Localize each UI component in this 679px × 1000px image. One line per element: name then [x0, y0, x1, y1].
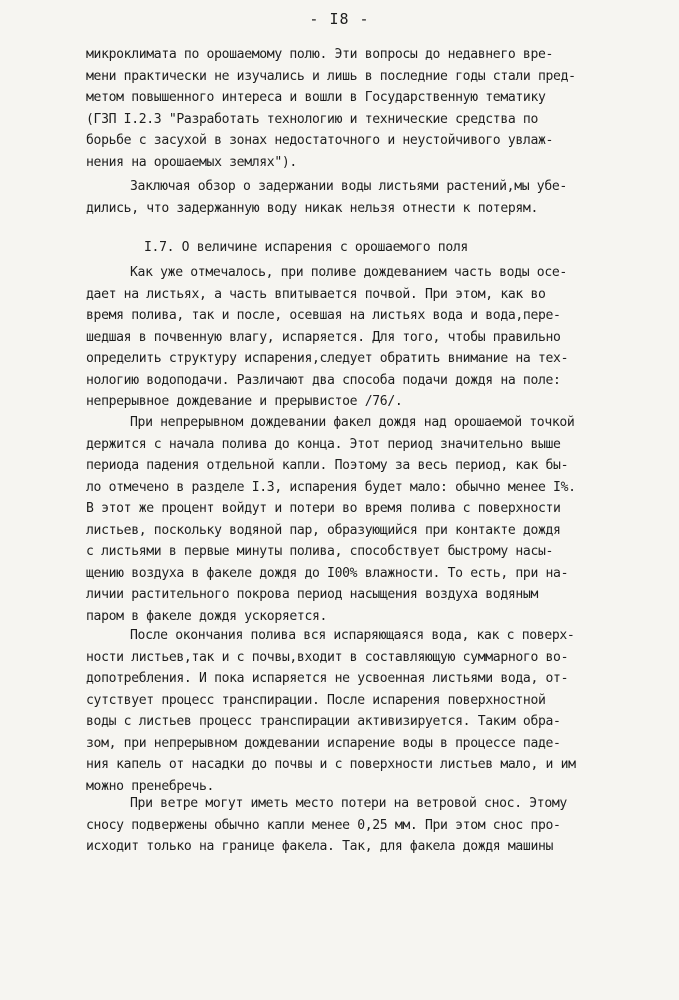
text-line: допотребления. И пока испаряется не усвоенная листьями вода, от-: [86, 671, 569, 686]
section-heading-text: I.7. О величине испарения с орошаемого поля: [144, 240, 468, 255]
paragraph-microclimate: [86, 44, 616, 173]
paragraph-after-irrigation: [86, 625, 616, 797]
text-line: Заключая обзор о задержании воды листьями растений,мы убе-: [130, 179, 567, 194]
text-line: ло отмечено в разделе I.3, испарения будет мало: обычно менее I%.: [86, 479, 576, 495]
text-line: нологию водоподачи. Различают два способа подачи дождя на поле:: [86, 372, 561, 388]
text-line: время полива, так и после, осевшая на листьях вода и вода,пере-: [86, 308, 561, 323]
text-line: исходит только на границе факела. Так, для факела дождя машины: [86, 839, 554, 854]
text-line: При непрерывном дождевании факел дождя над орошаемой точкой: [130, 415, 575, 430]
text-line: ния капель от насадки до почвы и с поверхности листьев мало, и им: [86, 757, 576, 772]
text-line: дились, что задержанную воду никак нельзя отнести к потерям.: [86, 200, 538, 216]
paragraph-sprinkling: [86, 262, 616, 413]
text-line: можно пренебречь.: [86, 778, 215, 794]
paragraph-conclusion: [86, 176, 616, 219]
paragraph-wind-drift: [86, 793, 616, 858]
text-line: В этот же процент войдут и потери во время полива с поверхности: [86, 501, 561, 516]
text-line: Как уже отмечалось, при поливе дождеванием часть воды осе-: [130, 265, 567, 280]
text-line: сутствует процесс транспирации. После испарения поверхностной: [86, 692, 546, 708]
text-line: После окончания полива вся испаряющаяся вода, как с поверх-: [130, 628, 575, 643]
text-line: сносу подвержены обычно капли менее 0,25 мм. При этом снос про-: [86, 817, 561, 833]
text-line: (ГЗП I.2.3 "Разработать технологию и технические средства по: [86, 111, 538, 127]
text-line: ности листьев,так и с почвы,входит в составляющую суммарного во-: [86, 649, 569, 665]
page-number: - I8 -: [309, 10, 370, 28]
text-line: метом повышенного интереса и вошли в Государственную тематику: [86, 90, 546, 105]
text-line: борьбе с засухой в зонах недостаточного и неустойчивого увлаж-: [86, 133, 554, 148]
text-line: держится с начала полива до конца. Этот период значительно выше: [86, 436, 561, 452]
text-line: шедшая в почвенную влагу, испаряется. Для того, чтобы правильно: [86, 329, 561, 345]
paragraph-continuous: [86, 412, 616, 627]
text-line: щению воздуха в факеле дождя до I00% влажности. То есть, при на-: [86, 565, 569, 581]
text-line: нения на орошаемых землях").: [86, 154, 297, 170]
text-line: непрерывное дождевание и прерывистое /76/.: [86, 394, 403, 409]
text-line: зом, при непрерывном дождевании испарение воды в процессе паде-: [86, 735, 561, 751]
text-line: При ветре могут иметь место потери на ветровой снос. Этому: [130, 796, 567, 811]
text-line: мени практически не изучались и лишь в последние годы стали пред-: [86, 68, 576, 84]
text-line: с листьями в первые минуты полива, способствует быстрому насы-: [86, 544, 554, 559]
text-line: дает на листьях, а часть впитывается почвой. При этом, как во: [86, 286, 546, 302]
text-line: периода падения отдельной капли. Поэтому за весь период, как бы-: [86, 458, 569, 473]
text-line: микроклимата по орошаемому полю. Эти вопросы до недавнего вре-: [86, 47, 554, 62]
text-line: паром в факеле дождя ускоряется.: [86, 608, 328, 624]
text-line: личии растительного покрова период насыщения воздуха водяным: [86, 587, 538, 602]
section-heading: [86, 237, 616, 259]
text-line: воды с листьев процесс транспирации активизируется. Таким обра-: [86, 714, 561, 729]
text-line: листьев, поскольку водяной пар, образующийся при контакте дождя: [86, 522, 561, 538]
text-line: определить структуру испарения,следует обратить внимание на тех-: [86, 351, 569, 366]
